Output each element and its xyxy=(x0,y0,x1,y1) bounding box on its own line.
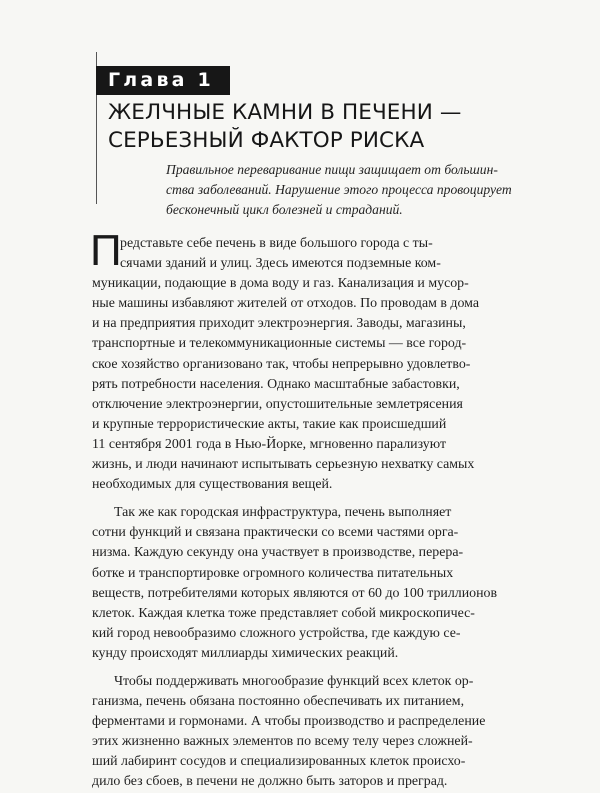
epigraph-line: бесконечный цикл болезней и страданий. xyxy=(166,202,403,217)
text-line: ское хозяйство организовано так, чтобы непрерывно удовлетво- xyxy=(92,356,471,372)
text-line: и на предприятия приходит электроэнергия. Заводы, магазины, xyxy=(92,316,466,332)
text-line: рять потребности населения. Однако масштабные забастовки, xyxy=(92,376,460,392)
text-line: отключение электроэнергии, опустошительные землетрясения xyxy=(92,396,463,412)
epigraph xyxy=(166,160,512,220)
paragraph-2 xyxy=(92,503,497,664)
body-text xyxy=(92,234,497,793)
chapter-title-line: СЕРЬЕЗНЫЙ ФАКТОР РИСКА xyxy=(108,128,425,153)
chapter-title-line: ЖЕЛЧНЫЕ КАМНИ В ПЕЧЕНИ — xyxy=(108,100,462,125)
text-line: и крупные террористические акты, такие как происшедший xyxy=(92,416,447,432)
text-line: сячами зданий и улиц. Здесь имеются подземные ком- xyxy=(120,256,441,272)
chapter-title xyxy=(108,99,461,155)
text-line: кий город невообразимо сложного устройства, где каждую се- xyxy=(92,625,461,641)
text-line: веществ, потребителями которых являются от 60 до 100 триллионов xyxy=(92,585,498,601)
text-line: этих жизненно важных элементов по всему телу через сложней- xyxy=(92,734,473,750)
chapter-label: Глава 1 xyxy=(96,66,230,95)
text-line: транспортные и телекоммуникационные системы — все город- xyxy=(92,336,467,352)
text-line: жизнь, и люди начинают испытывать серьезную нехватку самых xyxy=(92,457,475,473)
paragraph-3 xyxy=(92,672,497,793)
text-line: ботке и транспортировке огромного количества питательных xyxy=(92,565,454,581)
text-line: клеток. Каждая клетка тоже представляет собой микроскопичес- xyxy=(92,605,475,621)
text-line: ные машины избавляют жителей от отходов. По проводам в дома xyxy=(92,296,480,312)
text-line: кунду происходят миллиарды химических реакций. xyxy=(92,645,399,661)
paragraph-gap xyxy=(92,495,497,503)
text-line: 11 сентября 2001 года в Нью-Йорке, мгновенно парализуют xyxy=(92,436,447,452)
text-line: ферментами и гормонами. А чтобы производство и распределение xyxy=(92,714,486,730)
text-line: ший лабиринт сосудов и специализированных клеток происхо- xyxy=(92,754,466,770)
epigraph-line: ства заболеваний. Нарушение этого процесса провоцирует xyxy=(166,182,512,197)
text-line: ганизма, печень обязана постоянно обеспечивать их питанием, xyxy=(92,694,465,710)
text-line: необходимых для существования вещей. xyxy=(92,477,333,493)
text-line: редставьте себе печень в виде большого города с ты- xyxy=(120,236,433,251)
text-line: Чтобы поддерживать многообразие функций всех клеток ор- xyxy=(114,673,474,689)
paragraph-1 xyxy=(92,234,497,495)
text-line: сотни функций и связана практически со всеми частями орга- xyxy=(92,525,459,541)
text-line: низма. Каждую секунду она участвует в производстве, перера- xyxy=(92,545,464,561)
epigraph-line: Правильное переваривание пищи защищает от большин- xyxy=(166,162,498,177)
text-line: муникации, подающие в дома воду и газ. Канализация и мусор- xyxy=(92,276,469,292)
drop-cap: П xyxy=(90,226,122,275)
text-line: Так же как городская инфраструктура, печень выполняет xyxy=(114,505,452,521)
paragraph-gap xyxy=(92,664,497,672)
text-line: дило без сбоев, в печени не должно быть заторов и преград. xyxy=(92,774,448,790)
